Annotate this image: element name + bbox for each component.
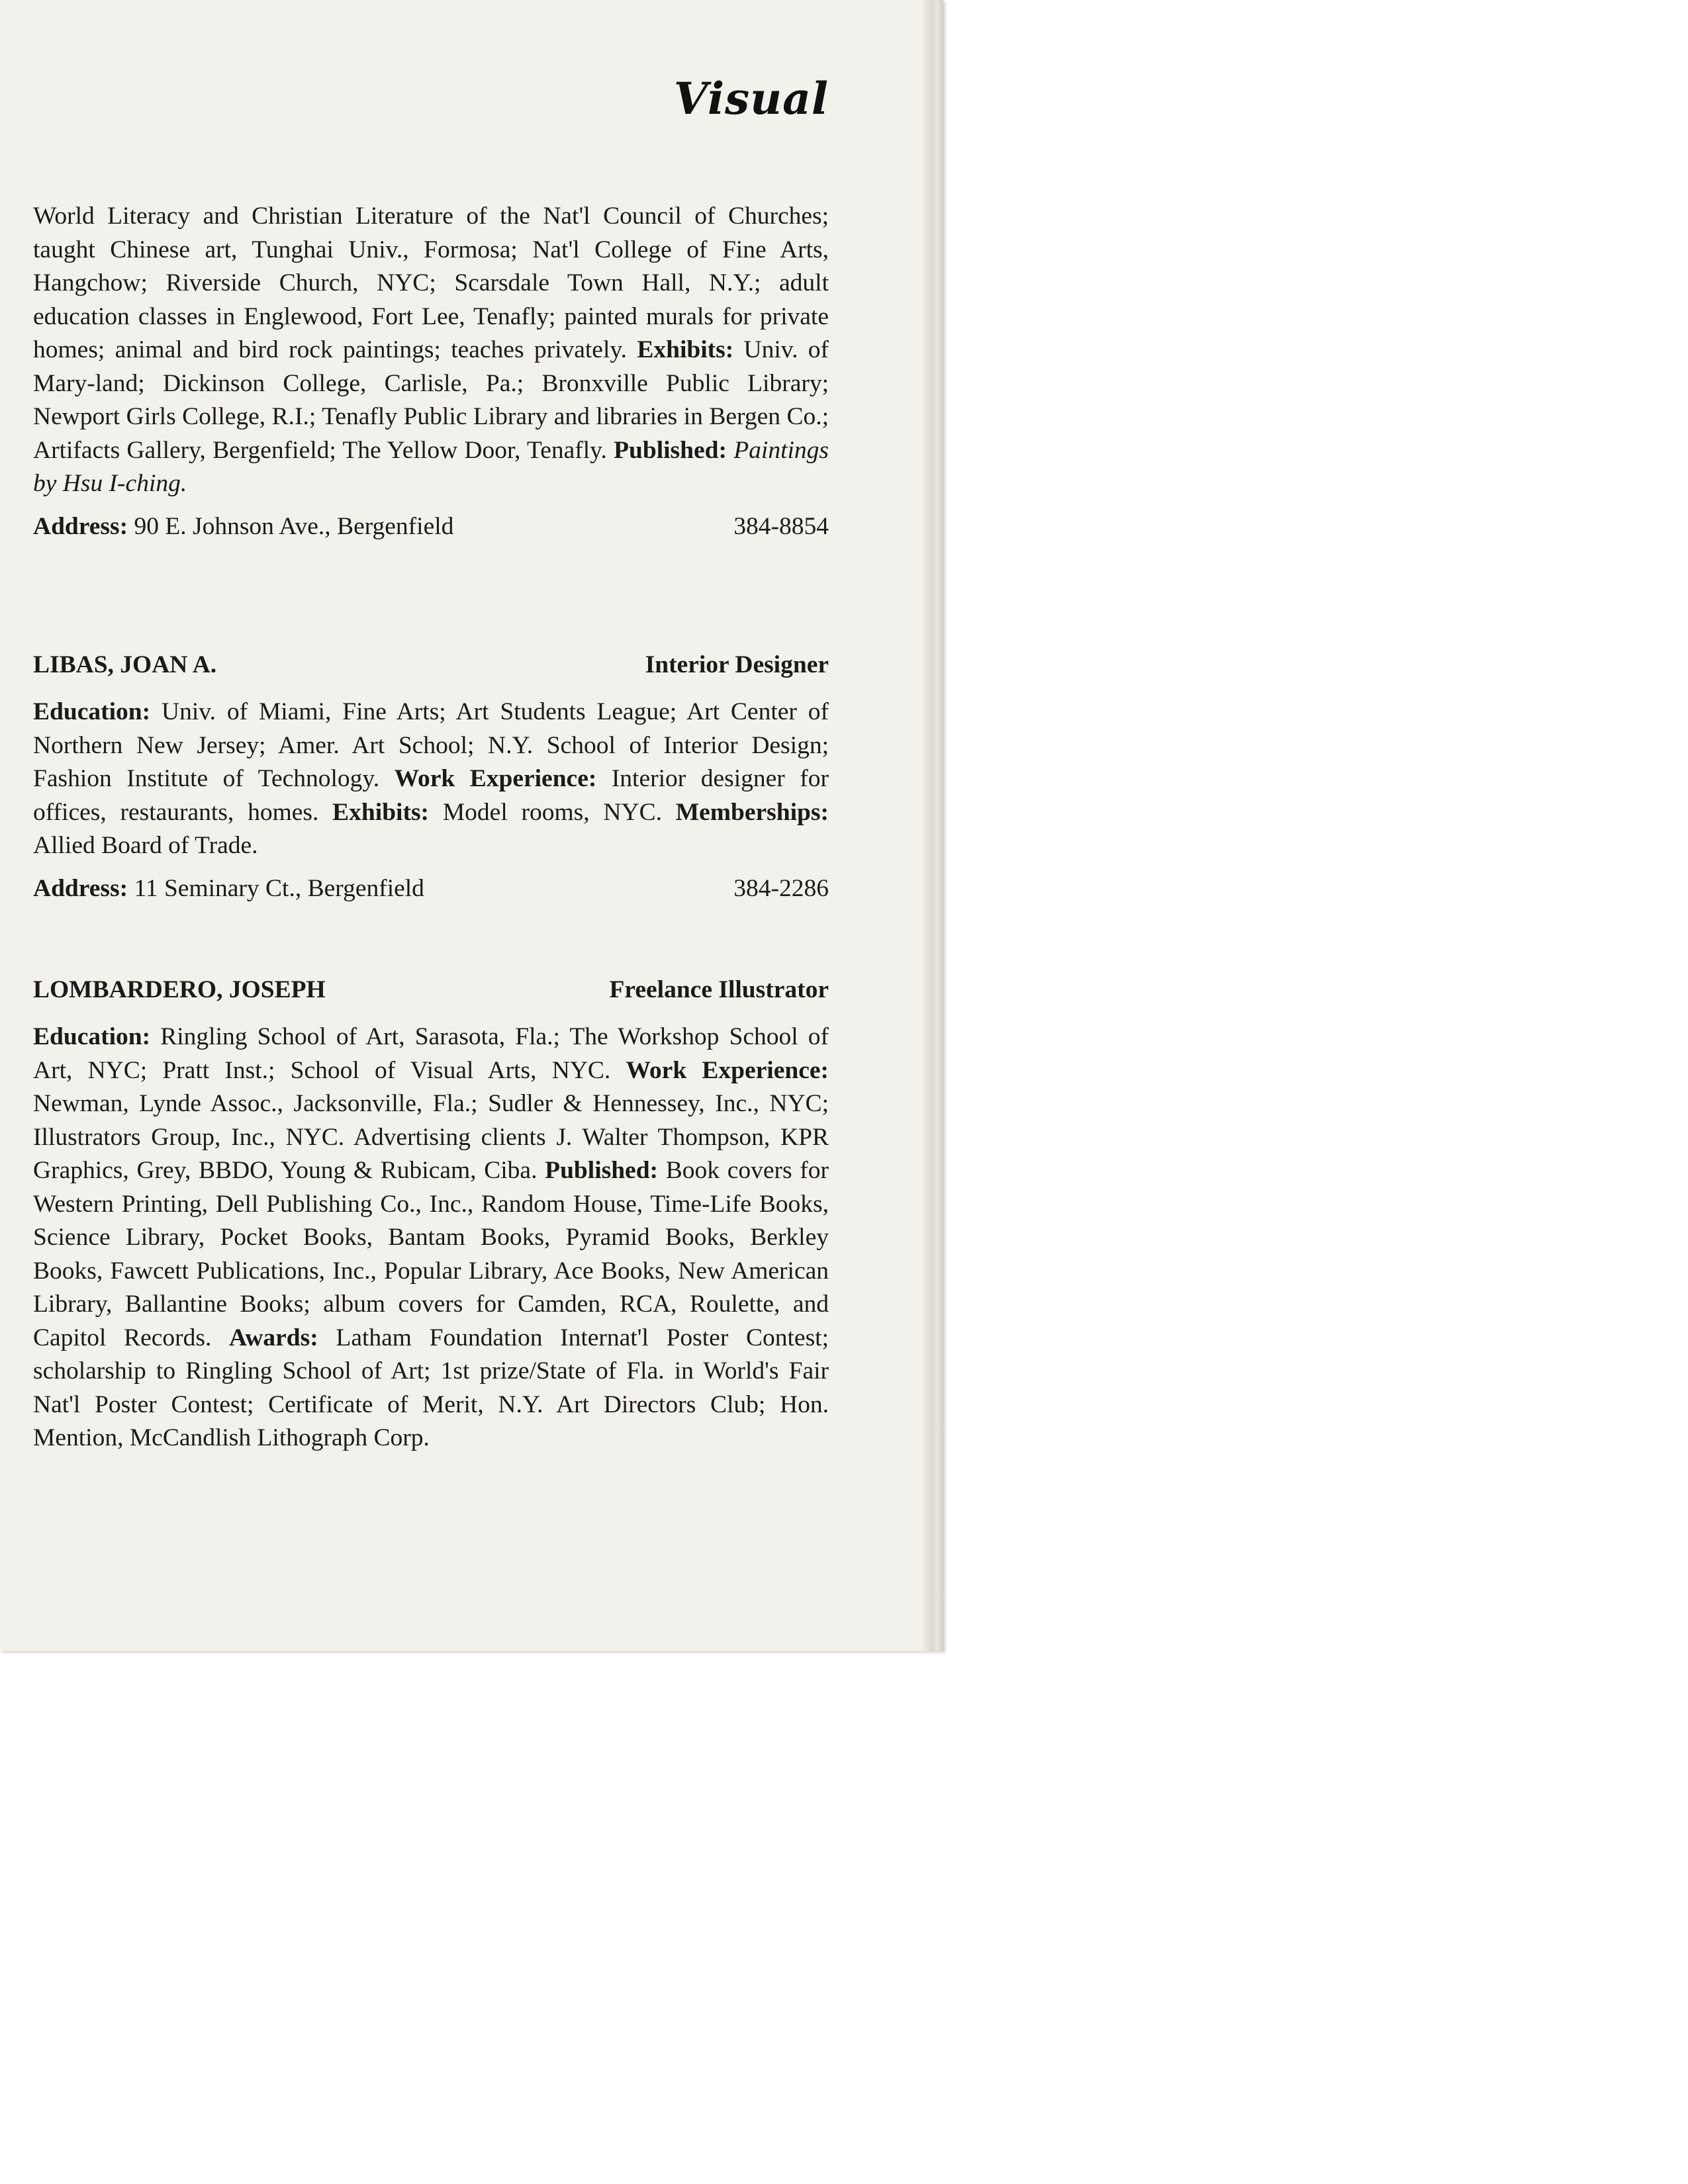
entry-body	[33, 696, 829, 863]
section-title: Visual	[673, 73, 829, 124]
entry-name: LIBAS, JOAN A.	[33, 651, 217, 678]
text-run: Latham Foundation Internat'l Poster Contest; scholarship to Ringling School of Art; 1st prize/State of Fla. in World's Fair Nat'l Poster Contest; Certificate of Merit, N.Y. Art Directors Club; Hon. Mention, McCandlish Lithograph Corp.	[33, 1324, 829, 1451]
entry-address-line	[33, 872, 829, 905]
address-label: Address:	[33, 874, 128, 902]
text-run: World Literacy and Christian Literature of the Nat'l Council of Churches; taught Chinese art, Tunghai Univ., Formosa; Nat'l College of Fine Arts, Hangchow; Riverside Church, NYC; Scarsdale Town Hall, N.Y.; adult education classes in Englewood, Fort Lee, Tenafly; painted murals for private homes; animal and bird rock paintings; teaches privately.	[33, 203, 829, 363]
text-run: Allied Board of Trade.	[33, 832, 258, 859]
text-run: Ringling School of Art, Sarasota, Fla.; The Workshop School of Art, NYC; Pratt Inst.; School of Visual Arts, NYC.	[33, 1023, 829, 1084]
text-run: Interior designer for offices, restaurants, homes.	[33, 765, 829, 826]
address-text: 11 Seminary Ct., Bergenfield	[128, 874, 424, 902]
field-label: Exhibits:	[637, 336, 734, 363]
entry-name: LOMBARDERO, JOSEPH	[33, 976, 326, 1003]
text-run: Book covers for Western Printing, Dell Publishing Co., Inc., Random House, Time-Life Books, Science Library, Pocket Books, Bantam Books, Pyramid Books, Berkley Books, Fawcett Publications, Inc., Popular Library, Ace Books, New American Library, Ballantine Books; album covers for Camden, RCA, Roulette, and Capitol Records.	[33, 1157, 829, 1351]
publication-title: Paintings by Hsu I-ching.	[33, 436, 829, 497]
address-label: Address:	[33, 512, 128, 540]
entry-profession: Freelance Illustrator	[609, 976, 829, 1003]
text-run: Model rooms, NYC.	[429, 798, 676, 826]
continued-entry	[33, 200, 829, 543]
text-run	[727, 437, 733, 464]
field-label: Education:	[33, 698, 151, 725]
continued-entry-address-line	[33, 510, 829, 543]
phone-number: 384-2286	[733, 874, 829, 902]
field-label: Exhibits:	[332, 798, 430, 826]
address-group	[33, 872, 424, 905]
address-group	[33, 510, 453, 543]
entry-heading	[33, 974, 829, 1007]
continued-entry-body	[33, 200, 829, 501]
page-binding-edge	[923, 0, 943, 1651]
entry-profession: Interior Designer	[645, 651, 829, 678]
book-page	[0, 0, 943, 1651]
directory-entry-libas	[33, 649, 829, 905]
field-label: Education:	[33, 1023, 151, 1050]
text-run: Univ. of Miami, Fine Arts; Art Students League; Art Center of Northern New Jersey; Amer. Art School; N.Y. School of Interior Design; Fashion Institute of Technology.	[33, 698, 829, 792]
text-run: Newman, Lynde Assoc., Jacksonville, Fla.; Sudler & Hennessey, Inc., NYC; Illustrators Group, Inc., NYC. Advertising clients J. Walter Thompson, KPR Graphics, Grey, BBDO, Young & Rubicam, Ciba.	[33, 1090, 829, 1184]
entry-body	[33, 1021, 829, 1455]
directory-entry-lombardero	[33, 974, 829, 1455]
text-run: Univ. of Mary-land; Dickinson College, Carlisle, Pa.; Bronxville Public Library; Newport Girls College, R.I.; Tenafly Public Library and libraries in Bergen Co.; Artifacts Gallery, Bergenfield; The Yellow Door, Tenafly.	[33, 336, 829, 464]
field-label: Awards:	[229, 1324, 318, 1351]
field-label: Work Experience:	[626, 1056, 829, 1084]
field-label: Memberships:	[675, 798, 829, 826]
phone-number: 384-8854	[733, 512, 829, 540]
entry-heading	[33, 649, 829, 682]
field-label: Published:	[614, 436, 727, 464]
field-label: Work Experience:	[394, 765, 597, 792]
address-text: 90 E. Johnson Ave., Bergenfield	[128, 512, 454, 540]
field-label: Published:	[545, 1157, 659, 1184]
